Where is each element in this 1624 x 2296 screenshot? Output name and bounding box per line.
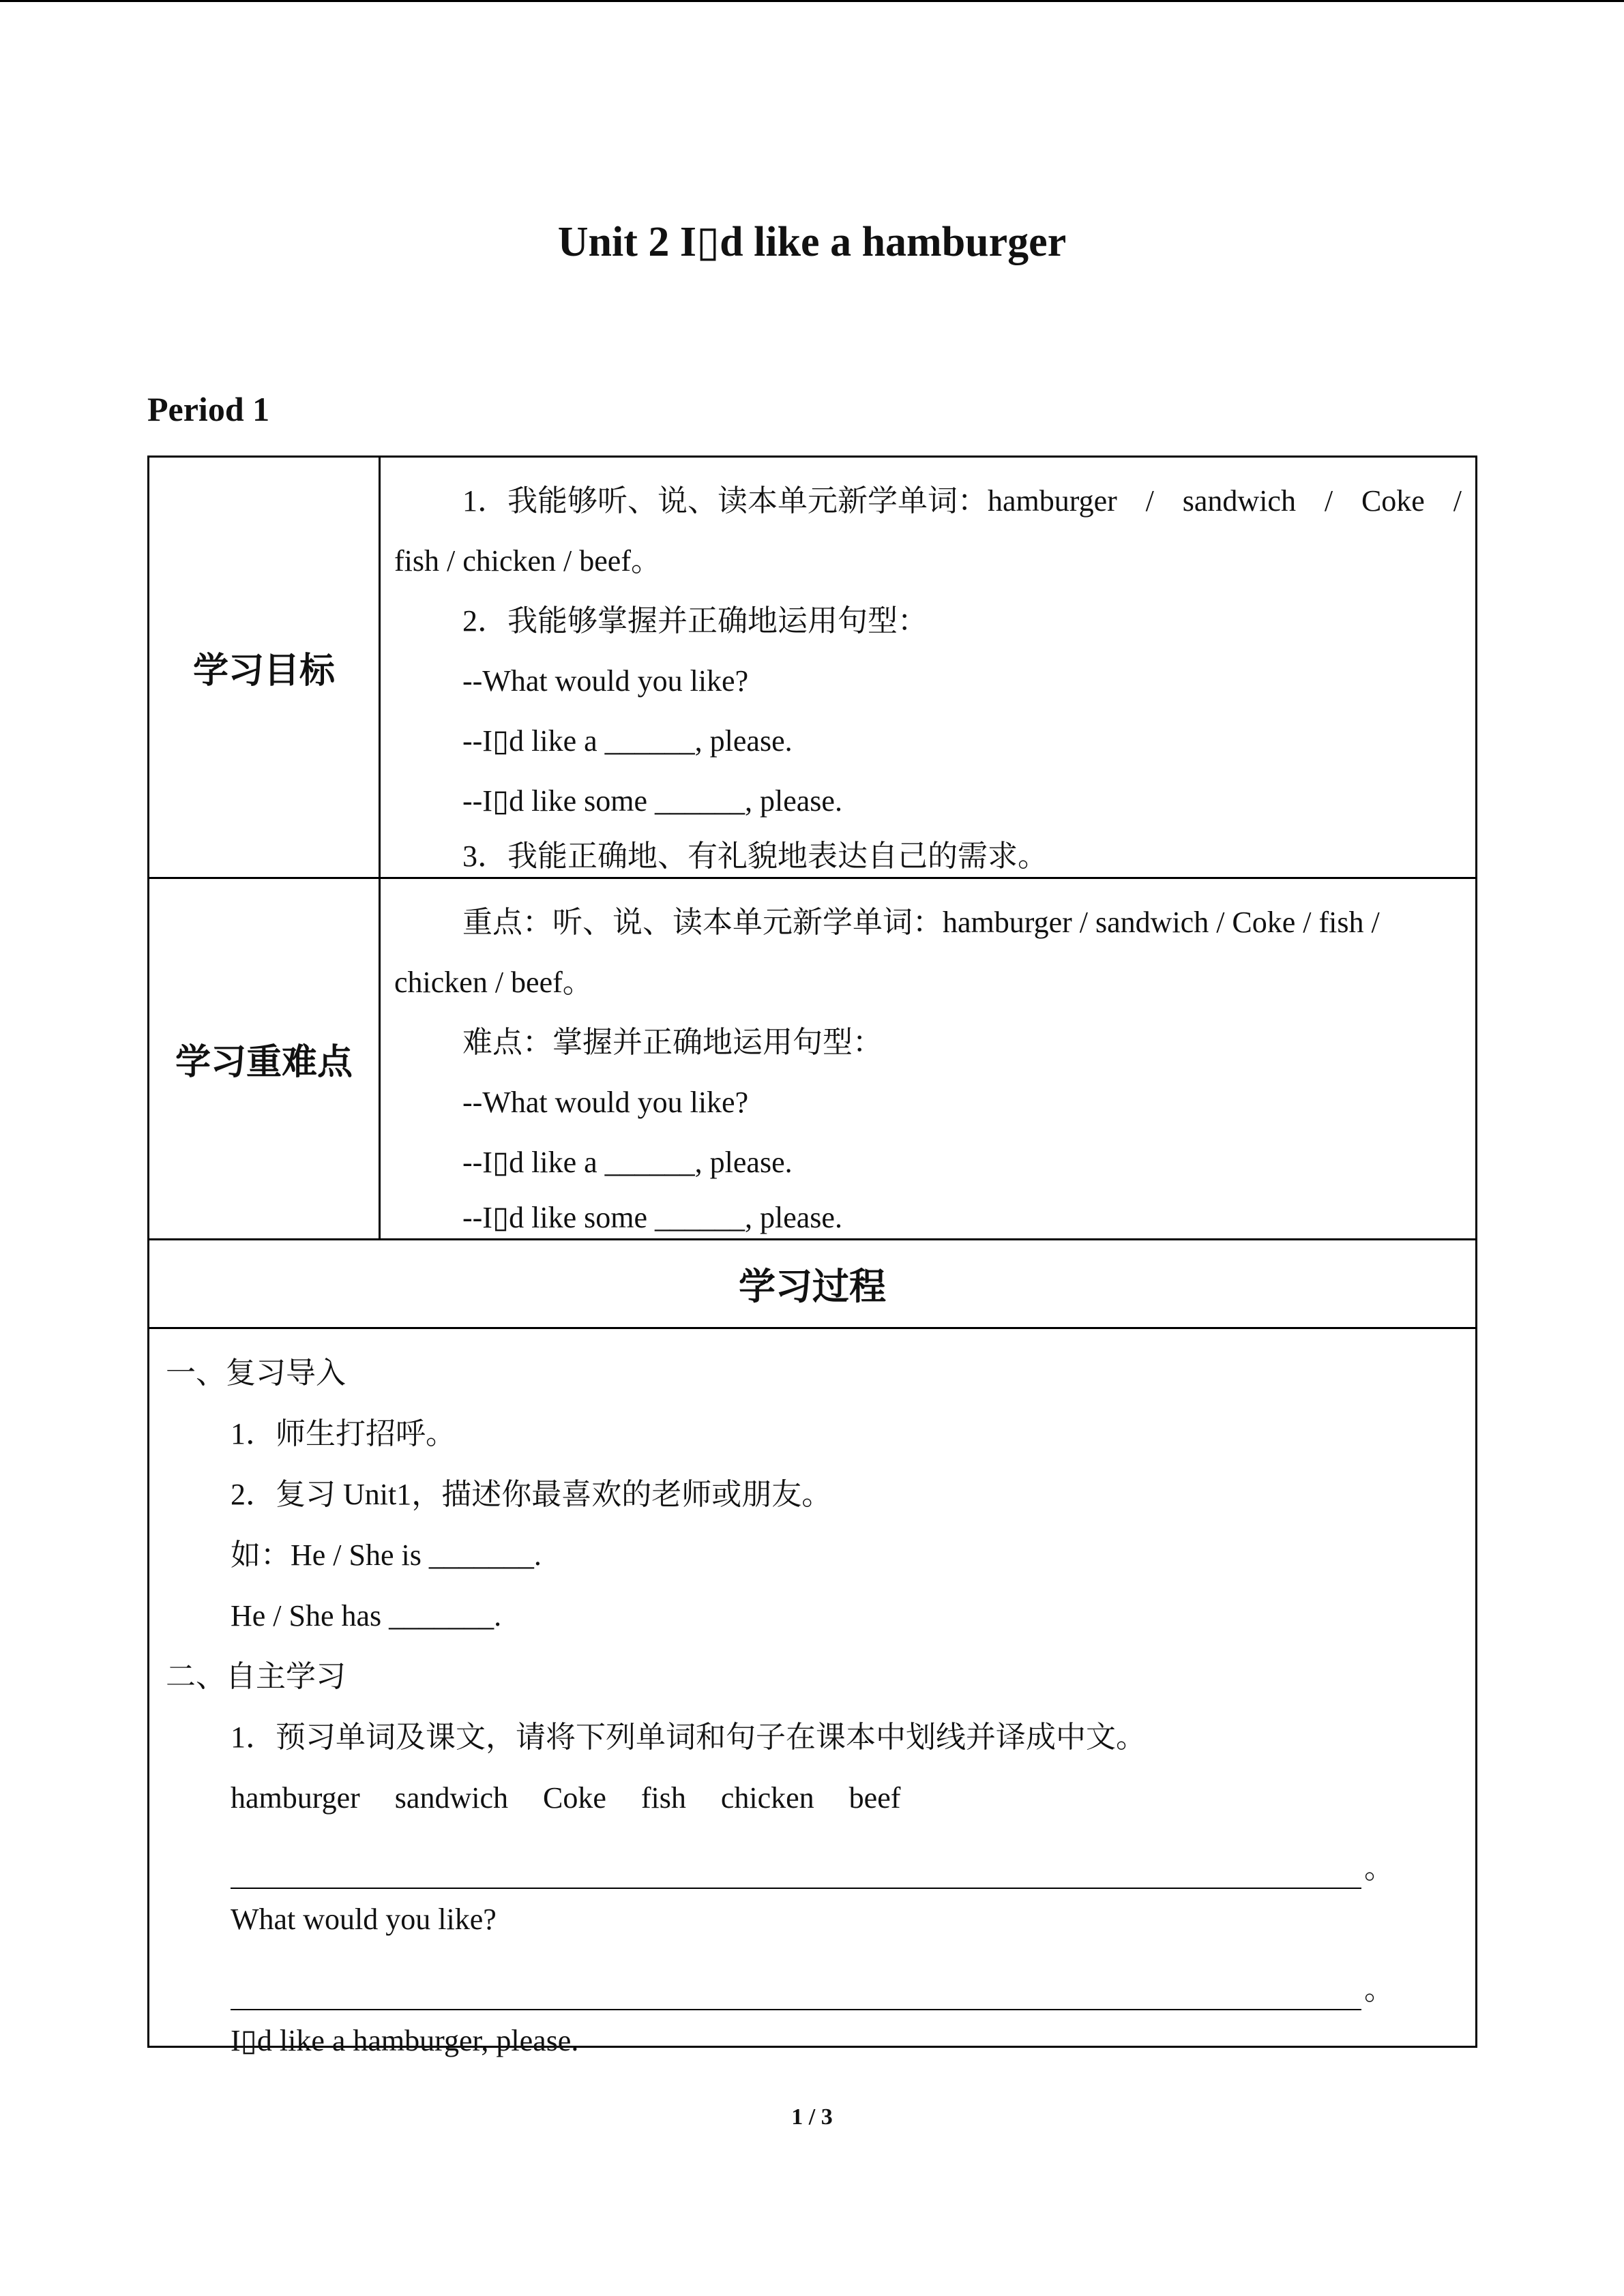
blank-line	[231, 1969, 1361, 2010]
goal-line: fish / chicken / beef。	[394, 544, 661, 578]
sentence: What would you like?	[231, 1903, 497, 1936]
goal-line: 1．我能够听、说、读本单元新学单词：hamburger / sandwich / Coke /	[462, 484, 1462, 518]
keypoint-line: --I▯d like a ______, please.	[462, 1146, 793, 1179]
blank-period: 。	[1364, 1851, 1394, 1885]
page-top-border	[0, 0, 1624, 2]
section-heading: 二、自主学习	[166, 1660, 346, 1693]
blank-period: 。	[1364, 1973, 1394, 2006]
process-item: 2．复习 Unit1，描述你最喜欢的老师或朋友。	[231, 1478, 832, 1511]
translation-blank	[166, 1828, 1459, 1889]
translation-blank	[166, 1950, 1459, 2010]
goal-line: 2．我能够掌握并正确地运用句型：	[462, 604, 928, 638]
page-number: 1 / 3	[791, 2104, 833, 2130]
process-row	[147, 1327, 1477, 2057]
process-item: He / She has _______.	[231, 1599, 502, 1632]
period-heading: Period 1	[147, 390, 270, 428]
keypoints-label: 学习重难点	[149, 879, 381, 1238]
goal-line: 3．我能正确地、有礼貌地表达自己的需求。	[462, 839, 1048, 873]
keypoint-line: --What would you like?	[462, 1086, 749, 1119]
process-item: 1．预习单词及课文，请将下列单词和句子在课本中划线并译成中文。	[231, 1720, 1146, 1754]
process-item: 1．师生打招呼。	[231, 1417, 456, 1450]
document-title: Unit 2 I▯d like a hamburger	[557, 219, 1067, 265]
keypoint-line: chicken / beef。	[394, 966, 593, 999]
sentence: I▯d like a hamburger, please.	[231, 2024, 579, 2057]
section-heading: 一、复习导入	[166, 1356, 346, 1390]
goals-label: 学习目标	[149, 458, 381, 877]
keypoints-content	[381, 879, 1475, 1243]
process-content	[149, 1329, 1475, 2071]
goals-row	[147, 456, 1477, 877]
keypoint-line: --I▯d like some ______, please.	[462, 1201, 842, 1234]
keypoint-line: 重点：听、说、读本单元新学单词：hamburger / sandwich / Coke / fish /	[462, 906, 1380, 939]
goal-line: --I▯d like some ______, please.	[462, 784, 842, 818]
process-heading: 学习过程	[147, 1238, 1477, 1327]
goals-content	[381, 458, 1475, 882]
goal-line: --What would you like?	[462, 664, 749, 698]
vocabulary-list: hamburger sandwich Coke fish chicken beef	[231, 1781, 901, 1815]
goal-line: --I▯d like a ______, please.	[462, 724, 793, 758]
process-item: 如：He / She is _______.	[231, 1538, 542, 1572]
blank-line	[231, 1848, 1361, 1889]
lesson-table	[147, 456, 1477, 2057]
keypoint-line: 难点：掌握并正确地运用句型：	[462, 1026, 883, 1059]
keypoints-row	[147, 877, 1477, 1238]
